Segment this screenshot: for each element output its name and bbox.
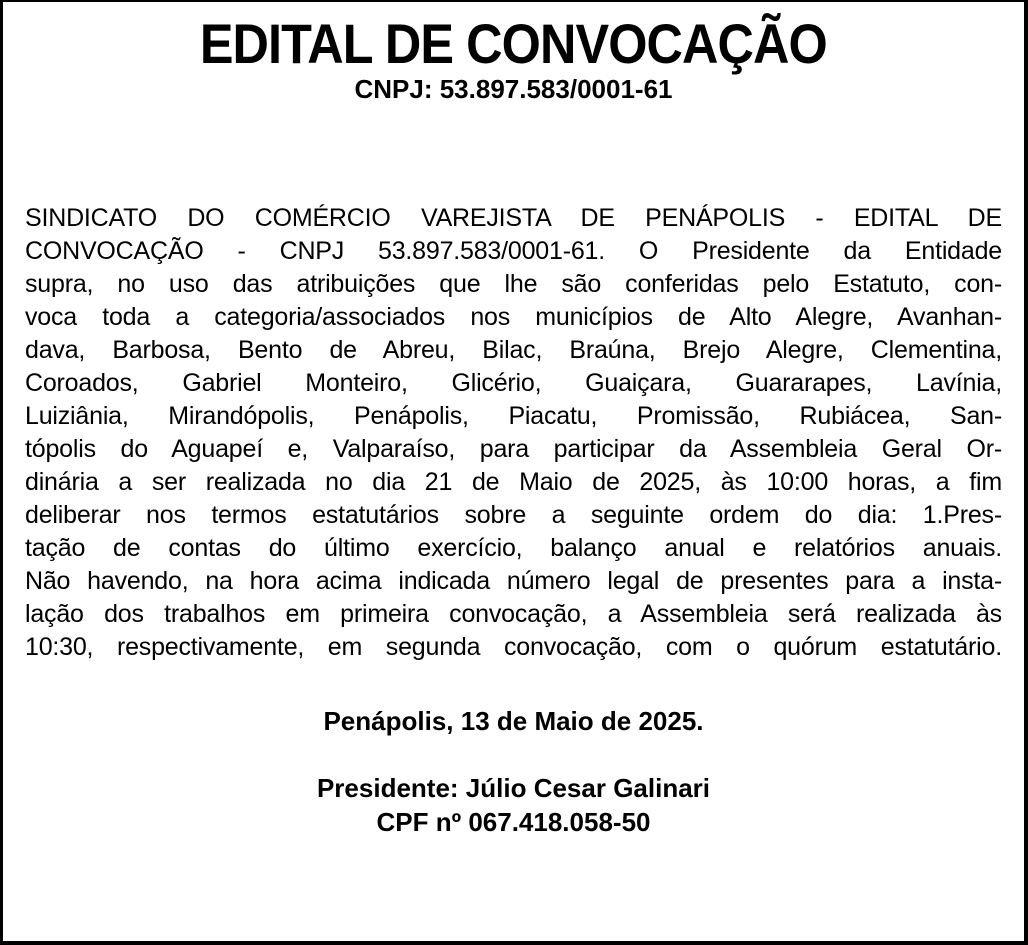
body-line: lação dos trabalhos em primeira convocação, a Assembleia será realizada às [25,600,1002,628]
page-title [25,14,1002,74]
president-signature-line: Presidente: Júlio Cesar Galinari [316,773,711,803]
body-line: supra, no uso das atribuições que lhe são conferidas pelo Estatuto, con- [25,270,1002,298]
body-line: deliberar nos termos estatutários sobre a seguinte ordem do dia: 1.Pres- [25,501,1002,529]
body-line: tópolis do Aguapeí e, Valparaíso, para participar da Assembleia Geral Or- [25,435,1002,463]
page-title-text: EDITAL DE CONVOCAÇÃO [200,12,827,75]
body-line: tação de contas do último exercício, balanço anual e relatórios anuais. [25,534,1002,562]
body-line: Luiziânia, Mirandópolis, Penápolis, Piacatu, Promissão, Rubiácea, San- [25,402,1002,430]
body-paragraph [25,202,1002,664]
body-line: SINDICATO DO COMÉRCIO VAREJISTA DE PENÁPOLIS - EDITAL DE [25,204,1002,232]
body-line: Não havendo, na hora acima indicada número legal de presentes para a insta- [25,567,1002,595]
body-line: CONVOCAÇÃO - CNPJ 53.897.583/0001-61. O Presidente da Entidade [25,237,1002,265]
dateline: Penápolis, 13 de Maio de 2025. [323,706,704,736]
body-line: voca toda a categoria/associados nos municípios de Alto Alegre, Avanhan- [25,303,1002,331]
body-line: Coroados, Gabriel Monteiro, Glicério, Guaiçara, Guararapes, Lavínia, [25,369,1002,397]
cnpj-subtitle: CNPJ: 53.897.583/0001-61 [354,74,673,104]
cpf-line: CPF nº 067.418.058-50 [376,807,651,837]
body-line: 10:30, respectivamente, em segunda convocação, com o quórum estatutário. [25,633,1002,661]
signature-block [25,771,1002,839]
body-line: dinária a ser realizada no dia 21 de Maio de 2025, às 10:00 horas, a fim [25,468,1002,496]
body-line: dava, Barbosa, Bento de Abreu, Bilac, Braúna, Brejo Alegre, Clementina, [25,336,1002,364]
